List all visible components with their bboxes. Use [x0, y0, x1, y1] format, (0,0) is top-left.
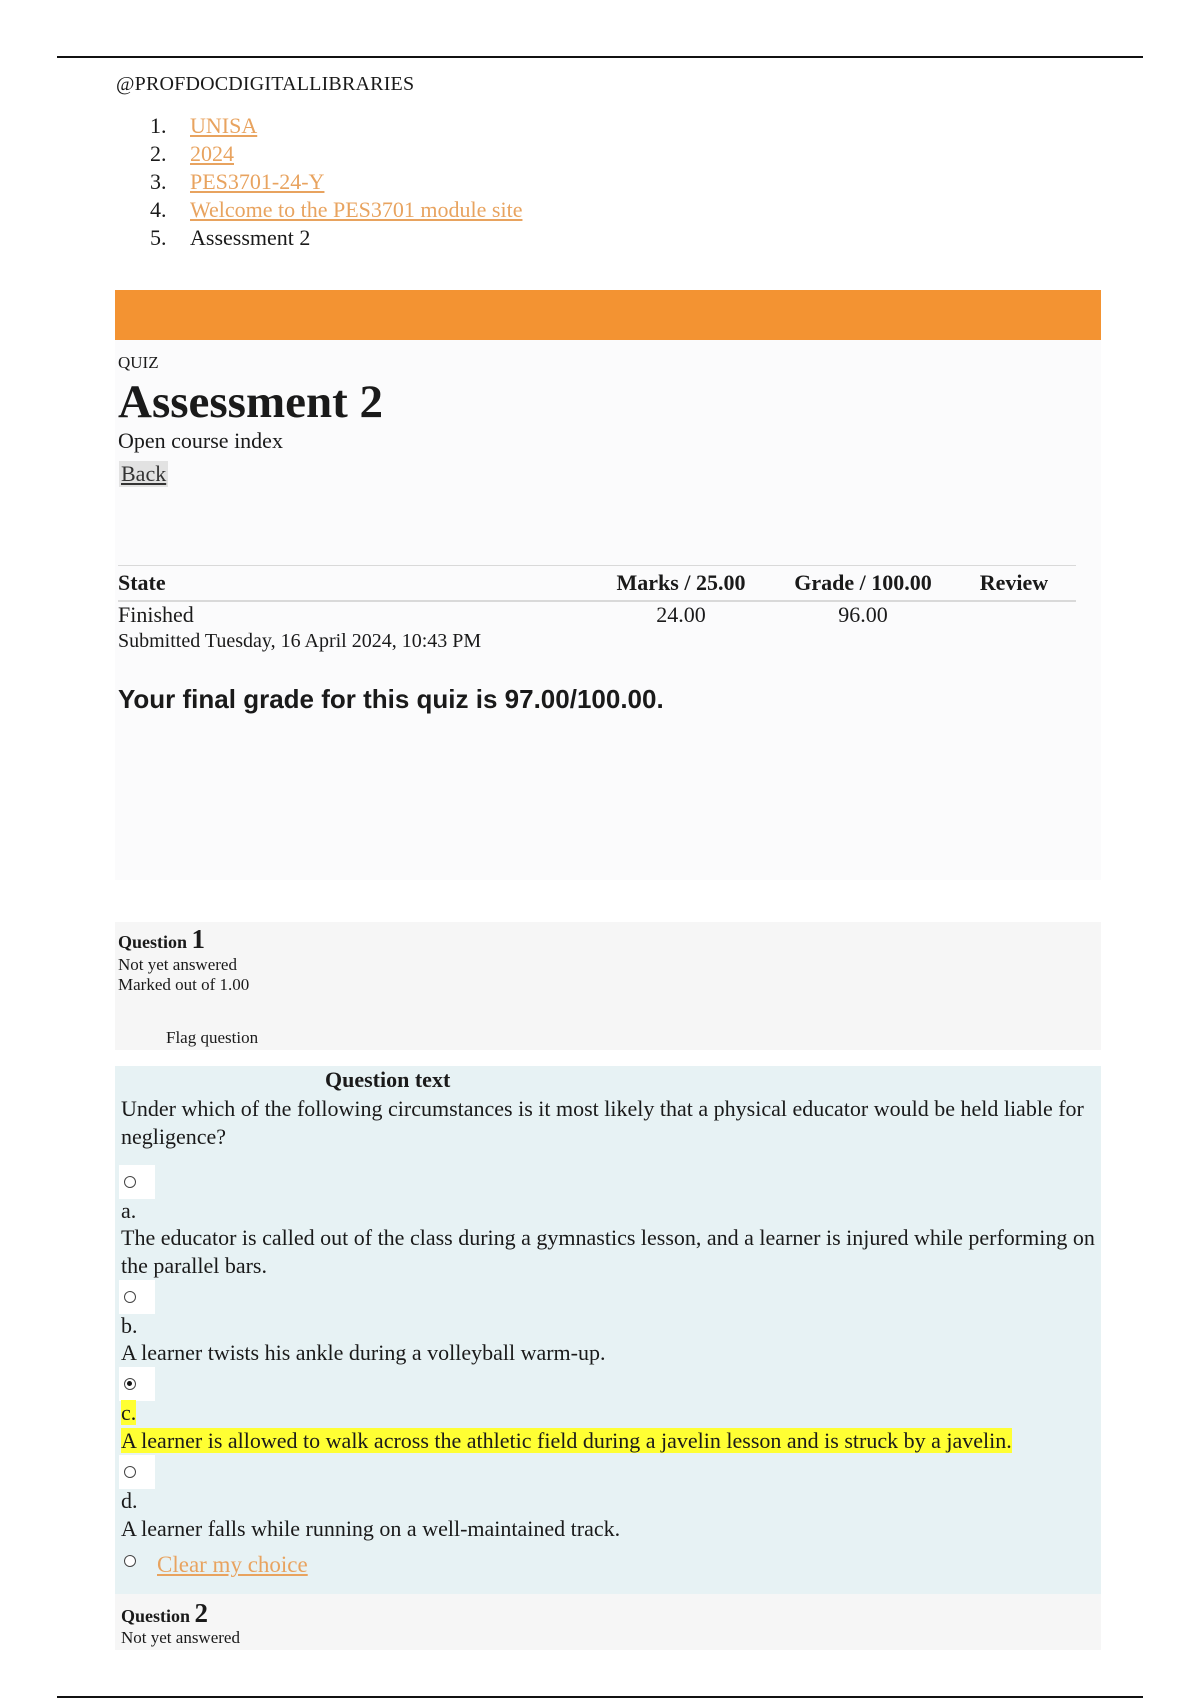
clear-my-choice-link[interactable]: Clear my choice: [157, 1552, 308, 1577]
grade-value: 96.00: [838, 602, 888, 627]
breadcrumb-item-module-site: 4. Welcome to the PES3701 module site: [150, 197, 523, 222]
breadcrumb-item-course: 3. PES3701-24-Y: [150, 169, 325, 194]
option-d-text[interactable]: A learner falls while running on a well-maintained track.: [121, 1516, 621, 1541]
question-2-number: Question 2: [121, 1598, 209, 1628]
question-1-marked-out-of: Marked out of 1.00: [118, 975, 250, 994]
table-row: [118, 601, 1076, 653]
page-kind-label: QUIZ: [118, 353, 159, 372]
page-title: Assessment 2: [118, 376, 384, 428]
table-header-row: [118, 566, 1076, 602]
breadcrumb: [150, 112, 522, 252]
review-value: [952, 601, 1076, 653]
state-value: Finished: [118, 602, 194, 627]
breadcrumb-current-label: Assessment 2: [190, 225, 311, 250]
attempt-summary-table: [118, 565, 1076, 653]
question-text-heading: Question text: [325, 1067, 451, 1092]
breadcrumb-link-course[interactable]: PES3701-24-Y: [190, 169, 325, 194]
marks-value: 24.00: [656, 602, 706, 627]
question-2-status: Not yet answered: [121, 1628, 240, 1647]
state-cell: [118, 601, 588, 653]
option-d-radio[interactable]: [124, 1466, 136, 1478]
breadcrumb-link-unisa[interactable]: UNISA: [190, 113, 258, 138]
open-course-index-link[interactable]: Open course index: [118, 428, 283, 453]
final-grade-text: Your final grade for this quiz is 97.00/100.00.: [118, 684, 664, 714]
question-1-number: Question 1: [118, 924, 206, 954]
breadcrumb-link-year[interactable]: 2024: [190, 141, 234, 166]
top-rule: [57, 56, 1143, 58]
submitted-timestamp: Submitted Tuesday, 16 April 2024, 10:43 PM: [118, 630, 482, 652]
column-header-grade: Grade / 100.00: [774, 566, 952, 602]
option-c-text[interactable]: A learner is allowed to walk across the athletic field during a javelin lesson and is struck by a javelin.: [121, 1428, 1012, 1453]
bottom-rule: [57, 1696, 1143, 1698]
option-c-radio-selected[interactable]: [124, 1378, 136, 1390]
column-header-state: State: [118, 566, 588, 602]
flag-question-button[interactable]: Flag question: [166, 1028, 259, 1047]
orange-banner: [115, 290, 1101, 340]
option-a-letter: a.: [121, 1198, 137, 1223]
question-1-status: Not yet answered: [118, 955, 237, 974]
option-b-text[interactable]: A learner twists his ankle during a volleyball warm-up.: [121, 1340, 606, 1365]
question-1-prompt: Under which of the following circumstances is it most likely that a physical educator would be held liable for negligence?: [121, 1096, 1084, 1149]
watermark-text: @PROFDOCDIGITALLIBRARIES: [116, 73, 415, 95]
breadcrumb-item-unisa: 1. UNISA: [150, 113, 258, 138]
option-a-text[interactable]: The educator is called out of the class during a gymnastics lesson, and a learner is injured while performing on the parallel bars.: [121, 1225, 1095, 1278]
option-d-letter: d.: [121, 1488, 138, 1513]
breadcrumb-item-current: 5. Assessment 2: [150, 225, 311, 250]
clear-choice-radio[interactable]: [124, 1555, 136, 1567]
option-a-radio[interactable]: [124, 1176, 136, 1188]
breadcrumb-link-module-site[interactable]: Welcome to the PES3701 module site: [190, 197, 523, 222]
back-button[interactable]: Back: [121, 461, 167, 486]
question-2-info-panel: [115, 1594, 1101, 1650]
breadcrumb-item-year: 2. 2024: [150, 141, 234, 166]
column-header-marks: Marks / 25.00: [588, 566, 774, 602]
column-header-review: Review: [952, 566, 1076, 602]
option-b-radio[interactable]: [124, 1291, 136, 1303]
question-1-info-panel: [115, 922, 1101, 1050]
option-b-letter: b.: [121, 1313, 138, 1338]
option-c-letter: c.: [121, 1400, 137, 1425]
